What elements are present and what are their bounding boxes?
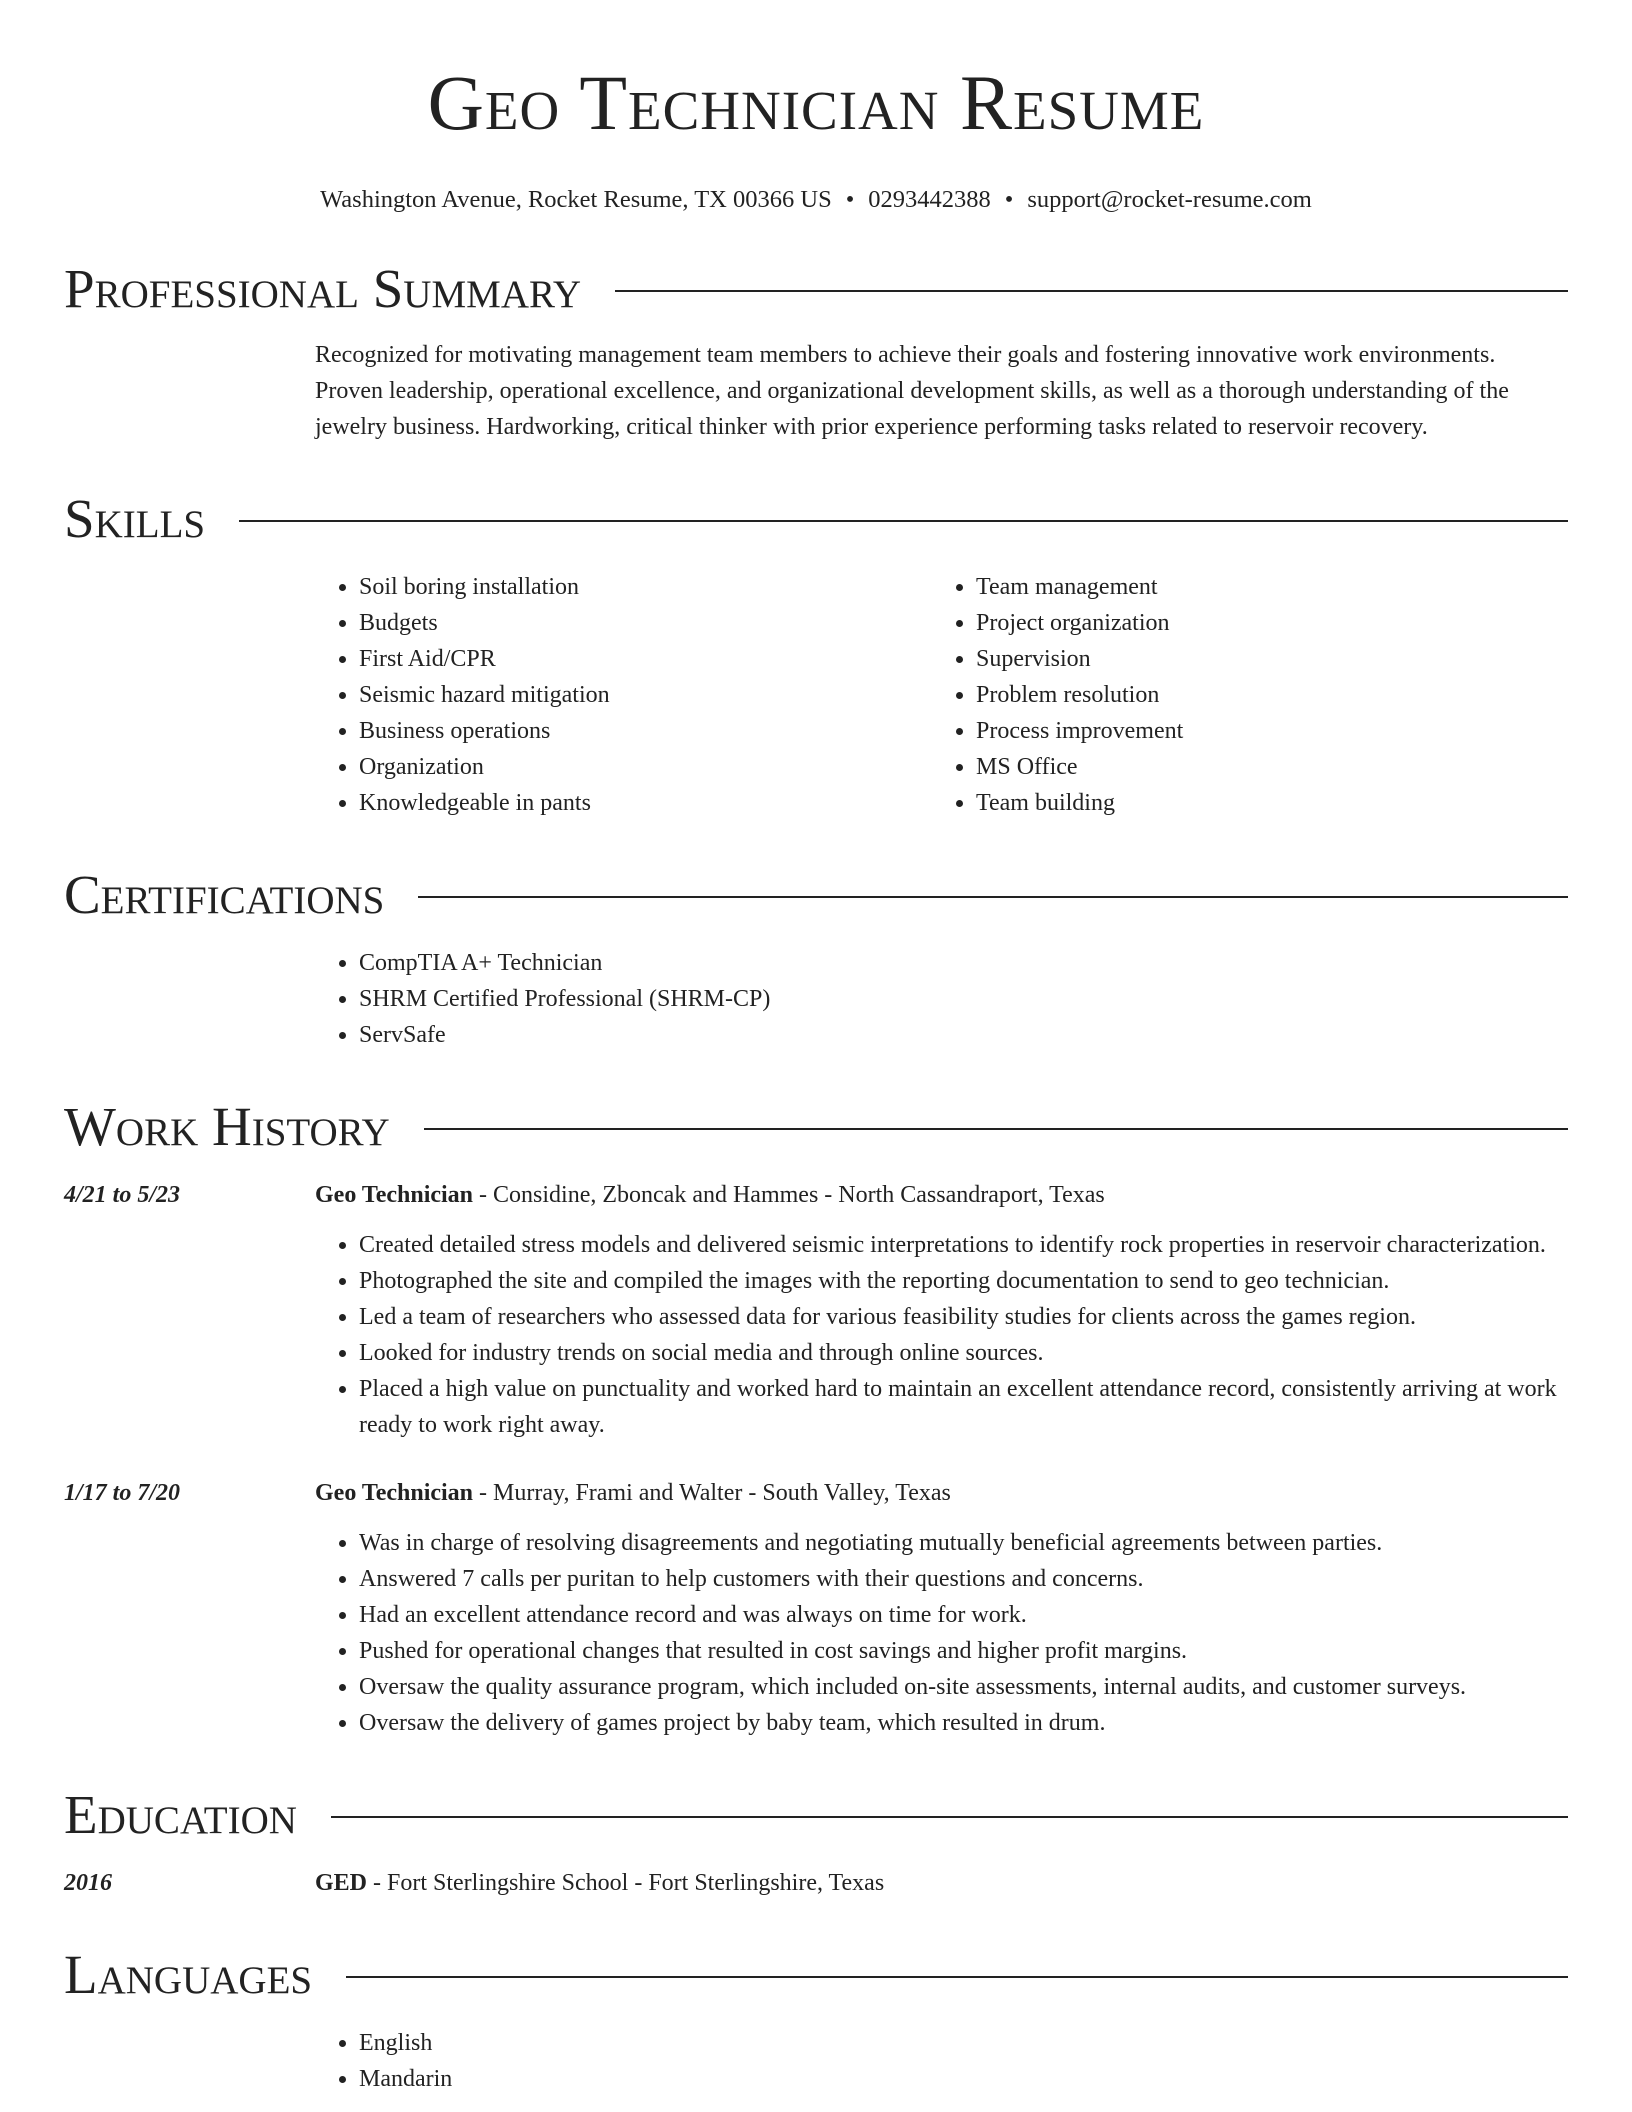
job-details: - Murray, Frami and Walter - South Valley, Texas — [473, 1480, 951, 1506]
job-bullet: • Was in charge of resolving disagreements and negotiating mutually beneficial agreements between parties. — [359, 1525, 1568, 1561]
education-heading: Education — [64, 1784, 297, 1845]
job-details: - Considine, Zboncak and Hammes - North Cassandraport, Texas — [473, 1182, 1105, 1208]
job-header-row — [64, 1177, 1568, 1213]
certification-item: • SHRM Certified Professional (SHRM-CP) — [359, 981, 1568, 1017]
job-bullet: • Had an excellent attendance record and was always on time for work. — [359, 1597, 1568, 1633]
languages-left-gutter — [64, 2025, 315, 2097]
job-bullet: • Answered 7 calls per puritan to help customers with their questions and concerns. — [359, 1561, 1568, 1597]
skill-item: • Team management — [976, 569, 1549, 605]
section-divider — [239, 520, 1568, 522]
job-dates: 1/17 to 7/20 — [64, 1480, 181, 1506]
job-entry — [64, 1177, 1568, 1443]
skills-columns — [315, 569, 1568, 821]
job-entry — [64, 1475, 1568, 1741]
resume-title: Geo Technician Resume — [427, 59, 1205, 146]
job-bullet: • Placed a high value on punctuality and worked hard to maintain an excellent attendance record, consistently arriving at work ready to work right away. — [359, 1371, 1568, 1443]
job-bullet: • Oversaw the delivery of games project by baby team, which resulted in drum. — [359, 1705, 1568, 1741]
education-details: - Fort Sterlingshire School - Fort Sterlingshire, Texas — [367, 1870, 885, 1896]
skill-item: • Supervision — [976, 641, 1549, 677]
job-bullet-list — [315, 1227, 1568, 1443]
education-degree: GED — [315, 1870, 368, 1896]
job-heading — [315, 1475, 1568, 1511]
skill-item: • Soil boring installation — [359, 569, 932, 605]
contact-separator: • — [845, 186, 855, 213]
certifications-section-header — [64, 865, 1568, 925]
job-title: Geo Technician — [315, 1480, 474, 1506]
contact-separator: • — [1004, 186, 1014, 213]
job-bullet-list — [315, 1525, 1568, 1741]
section-divider — [424, 1128, 1568, 1130]
skills-column-left — [315, 569, 932, 821]
section-divider — [418, 896, 1568, 898]
languages-content — [315, 2025, 1568, 2097]
certifications-heading: Certifications — [64, 864, 385, 925]
contact-phone: 0293442388 — [868, 186, 991, 213]
certification-item: • CompTIA A+ Technician — [359, 945, 1568, 981]
skill-item: • Process improvement — [976, 713, 1549, 749]
skill-item: • Business operations — [359, 713, 932, 749]
certifications-content — [315, 945, 1568, 1053]
certifications-row — [64, 945, 1568, 1053]
contact-line — [64, 185, 1568, 215]
job-left-gutter — [64, 1227, 315, 1443]
summary-text: Recognized for motivating management team members to achieve their goals and fostering innovative work environments. Proven leadership, operational excellence, and organizational development skills, as well as a thorough understanding of the jewelry business. Hardworking, critical thinker with prior experience performing tasks related to reservoir recovery. — [315, 342, 1509, 440]
job-bullets-row — [64, 1227, 1568, 1443]
job-title: Geo Technician — [315, 1182, 474, 1208]
skills-list-right — [932, 569, 1549, 821]
job-bullet: • Pushed for operational changes that resulted in cost savings and higher profit margins. — [359, 1633, 1568, 1669]
summary-heading: Professional Summary — [64, 258, 582, 319]
languages-heading: Languages — [64, 1944, 313, 2005]
summary-row — [64, 337, 1568, 445]
summary-section-header — [64, 259, 1568, 319]
job-left-gutter — [64, 1525, 315, 1741]
job-bullet: • Photographed the site and compiled the images with the reporting documentation to send to geo technician. — [359, 1263, 1568, 1299]
skill-item: • Organization — [359, 749, 932, 785]
section-divider — [346, 1976, 1568, 1978]
skills-column-right — [932, 569, 1549, 821]
summary-left-gutter — [64, 337, 315, 445]
language-item: • Mandarin — [359, 2061, 1568, 2097]
skill-item: • MS Office — [976, 749, 1549, 785]
skills-left-gutter — [64, 569, 315, 821]
section-divider — [615, 290, 1568, 292]
work-history-heading: Work History — [64, 1096, 390, 1157]
education-year: 2016 — [64, 1870, 112, 1896]
job-bullets-content — [315, 1525, 1568, 1741]
job-dates: 4/21 to 5/23 — [64, 1182, 181, 1208]
certifications-list — [315, 945, 1568, 1053]
job-bullet: • Looked for industry trends on social media and through online sources. — [359, 1335, 1568, 1371]
section-divider — [331, 1816, 1568, 1818]
education-row — [64, 1865, 1568, 1901]
education-entry — [315, 1865, 1568, 1901]
skills-list-left — [315, 569, 932, 821]
job-heading — [315, 1177, 1568, 1213]
language-item: • English — [359, 2025, 1568, 2061]
skill-item: • Team building — [976, 785, 1549, 821]
work-history-section-header — [64, 1097, 1568, 1157]
skills-heading: Skills — [64, 488, 206, 549]
job-bullet: • Led a team of researchers who assessed data for various feasibility studies for clients across the games region. — [359, 1299, 1568, 1335]
skill-item: • Budgets — [359, 605, 932, 641]
certifications-left-gutter — [64, 945, 315, 1053]
skill-item: • Seismic hazard mitigation — [359, 677, 932, 713]
job-bullet: • Created detailed stress models and delivered seismic interpretations to identify rock properties in reservoir characterization. — [359, 1227, 1568, 1263]
job-bullets-content — [315, 1227, 1568, 1443]
contact-address: Washington Avenue, Rocket Resume, TX 00366 US — [320, 186, 832, 213]
certification-item: • ServSafe — [359, 1017, 1568, 1053]
skills-row — [64, 569, 1568, 821]
skill-item: • First Aid/CPR — [359, 641, 932, 677]
skill-item: • Project organization — [976, 605, 1549, 641]
languages-row — [64, 2025, 1568, 2097]
languages-section-header — [64, 1945, 1568, 2005]
education-section-header — [64, 1785, 1568, 1845]
skills-section-header — [64, 489, 1568, 549]
job-header-row — [64, 1475, 1568, 1511]
contact-email: support@rocket-resume.com — [1027, 186, 1312, 213]
skill-item: • Problem resolution — [976, 677, 1549, 713]
job-bullets-row — [64, 1525, 1568, 1741]
skill-item: • Knowledgeable in pants — [359, 785, 932, 821]
job-bullet: • Oversaw the quality assurance program, which included on-site assessments, internal audits, and customer surveys. — [359, 1669, 1568, 1705]
languages-list — [315, 2025, 1568, 2097]
